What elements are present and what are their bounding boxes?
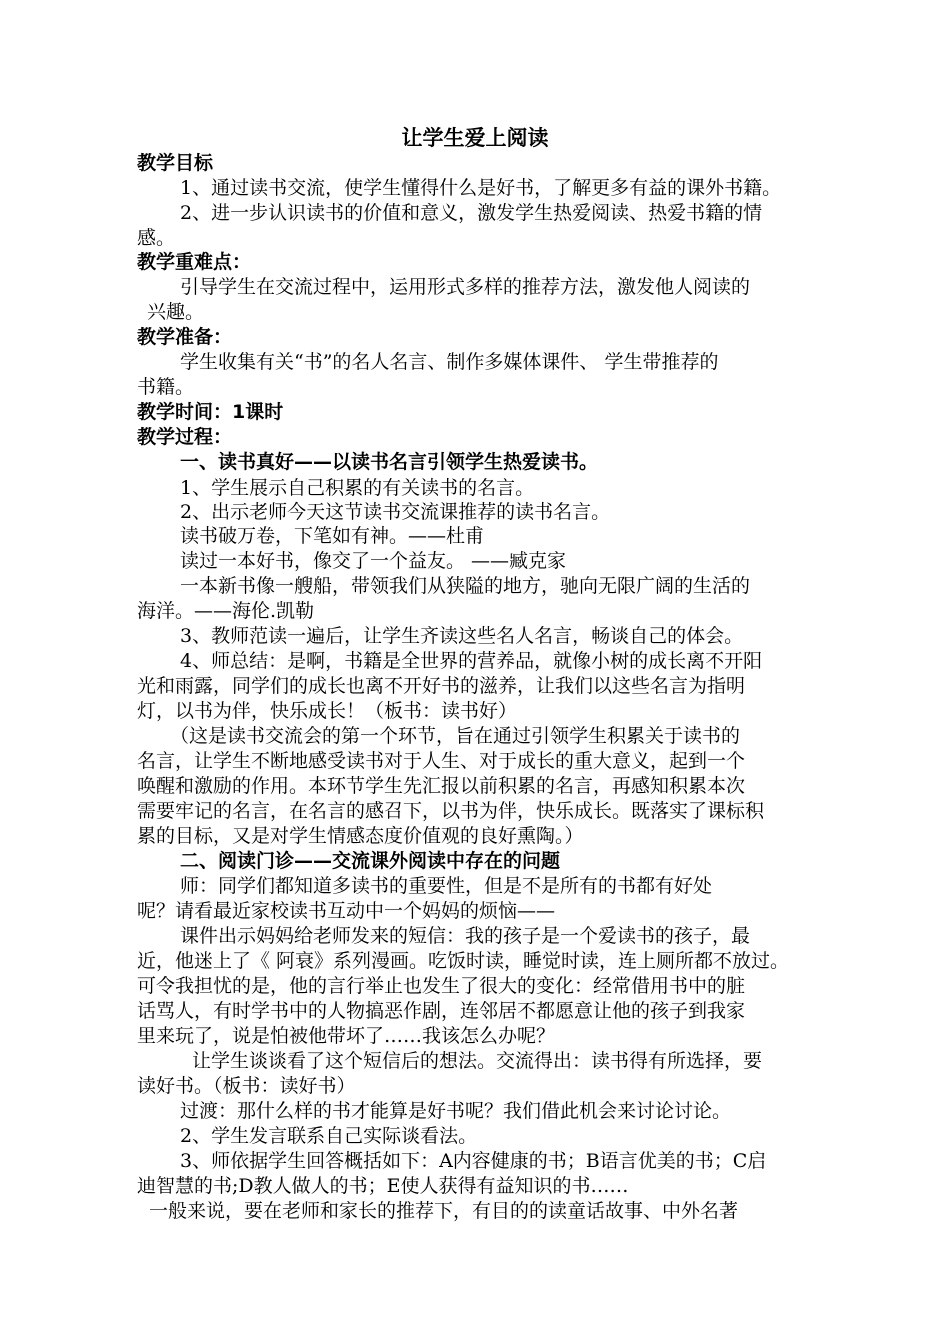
quote-line: 读过一本好书，像交了一个益友。 ——臧克家 [180,550,567,572]
section-heading-2: 二、阅读门诊——交流课外阅读中存在的问题 [180,850,561,872]
note-line: 名言，让学生不断地感受读书对于人生、对于成长的重大意义，起到一个 [137,750,746,772]
text-line: 灯，以书为伴，快乐成长！（板书：读书好） [137,700,518,722]
text-line: 感。 [137,227,176,249]
heading-time: 教学时间：1课时 [137,401,284,423]
heading-process: 教学过程： [137,426,233,448]
text-line: 师：同学们都知道多读书的重要性，但是不是所有的书都有好处 [180,875,713,897]
text-line: 读好书。（板书：读好书） [137,1075,356,1097]
section-heading-1: 一、读书真好——以读书名言引领学生热爱读书。 [180,451,599,473]
text-line: 里来玩了，说是怕被他带坏了……我该怎么办呢？ [137,1025,556,1047]
text-line: 学生收集有关“书”的名人名言、制作多媒体课件、 学生带推荐的 [180,351,719,373]
note-line: 累的目标，又是对学生情感态度价值观的良好熏陶。） [137,825,584,847]
heading-preparation: 教学准备： [137,326,233,348]
text-line: 课件出示妈妈给老师发来的短信：我的孩子是一个爱读书的孩子，最 [180,925,751,947]
text-line: 迪智慧的书;D教人做人的书；E使人获得有益知识的书…… [137,1175,629,1197]
document-title: 让学生爱上阅读 [401,125,549,150]
heading-key-points: 教学重难点： [137,251,252,273]
text-line: 近，他迷上了《 阿衰》系列漫画。吃饭时读，睡觉时读，连上厕所都不放过。 [137,950,790,972]
heading-teaching-goals: 教学目标 [137,152,214,174]
text-line: 4、师总结：是啊，书籍是全世界的营养品，就像小树的成长离不开阳 [180,650,763,672]
text-line: 光和雨露，同学们的成长也离不开好书的滋养，让我们以这些名言为指明 [137,675,746,697]
text-line: 一般来说，要在老师和家长的推荐下，有目的的读童话故事、中外名著 [149,1200,739,1222]
quote-line: 读书破万卷，下笔如有神。——杜甫 [180,525,485,547]
text-line: 1、通过读书交流，使学生懂得什么是好书，了解更多有益的课外书籍。 [180,177,782,199]
text-line: 话骂人，有时学书中的人物搞恶作剧，连邻居不都愿意让他的孩子到我家 [137,1000,746,1022]
text-line: 2、进一步认识读书的价值和意义，激发学生热爱阅读、热爱书籍的情 [180,202,763,224]
text-line: 可令我担忧的是，他的言行举止也发生了很大的变化：经常借用书中的脏 [137,975,746,997]
text-line: 兴趣。 [147,301,205,323]
text-line: 书籍。 [137,376,195,398]
note-line: （这是读书交流会的第一个环节，旨在通过引领学生积累关于读书的 [170,725,741,747]
text-line: 2、出示老师今天这节读书交流课推荐的读书名言。 [180,501,611,523]
text-line: 呢？请看最近家校读书互动中一个妈妈的烦恼—— [137,900,556,922]
text-line: 3、师依据学生回答概括如下：A内容健康的书；B语言优美的书；C启 [180,1150,767,1172]
quote-line: 海洋。——海伦.凯勒 [137,600,315,622]
text-line: 2、学生发言联系自己实际谈看法。 [180,1125,478,1147]
quote-line: 一本新书像一艘船，带领我们从狭隘的地方，驰向无限广阔的生活的 [180,575,751,597]
text-line: 让学生谈谈看了这个短信后的想法。交流得出：读书得有所选择，要 [192,1050,763,1072]
text-line: 引导学生在交流过程中，运用形式多样的推荐方法，激发他人阅读的 [180,276,751,298]
text-line: 1、学生展示自己积累的有关读书的名言。 [180,477,535,499]
note-line: 唤醒和激励的作用。本环节学生先汇报以前积累的名言，再感知积累本次 [137,775,746,797]
note-line: 需要牢记的名言，在名言的感召下，以书为伴，快乐成长。既落实了课标积 [137,800,765,822]
text-line: 3、教师范读一遍后，让学生齐读这些名人名言，畅谈自己的体会。 [180,625,744,647]
text-line: 过渡：那什么样的书才能算是好书呢？我们借此机会来讨论讨论。 [180,1100,732,1122]
